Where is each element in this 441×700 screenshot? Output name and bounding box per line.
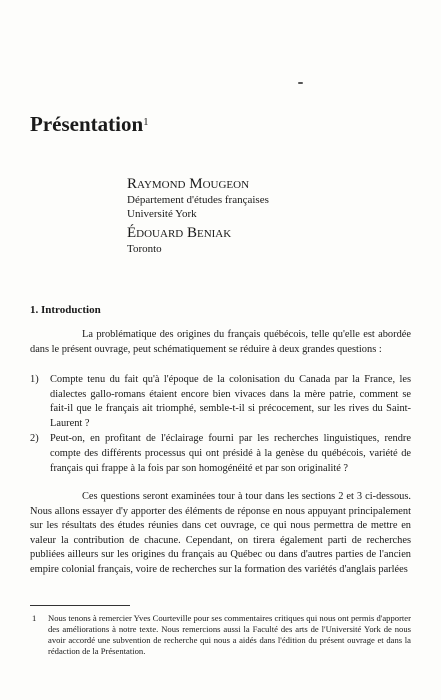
title-footnote-ref: 1 — [143, 116, 149, 128]
list-marker: 2) — [30, 433, 39, 445]
author-affiliation: Département d'études françaises — [127, 194, 269, 206]
author-first-name: Édouard — [127, 225, 184, 241]
footnote-text: Nous tenons à remercier Yves Courteville pour ses commentaires critiques qui nous ont permis d'apporter des améliorations à notre texte. Nous remercions aussi la Faculté des arts de l'Université York de nous avoir accordé une subvention de recherche qui nous a aidés dans l'édition du présent ouvrage et dans la rédaction de la Présentation. — [48, 613, 411, 656]
author-affiliation: Université York — [127, 208, 197, 220]
author-first-name: Raymond — [127, 176, 186, 192]
footnote-rule — [30, 605, 130, 606]
footnote-marker: 1 — [32, 613, 37, 623]
list-marker: 1) — [30, 374, 39, 385]
page-title-text: Présentation — [30, 112, 144, 136]
list-item-text: Peut-on, en profitant de l'éclairage fourni par les recherches linguistiques, rendre compte des différents processus qui ont présidé à la genèse du québécois, variété de français qui frappe à la fois par son homogénéité et par son originalité ? — [50, 433, 411, 474]
author-affiliation: Toronto — [127, 243, 162, 255]
author-block-2 — [127, 224, 231, 256]
author-last-name: Mougeon — [189, 176, 250, 192]
section-heading — [30, 303, 101, 317]
questions-list — [30, 373, 411, 476]
footnote — [30, 613, 411, 657]
section-title: Introduction — [41, 304, 101, 316]
list-item — [30, 373, 411, 431]
author-last-name: Beniak — [186, 225, 232, 241]
author-block-1 — [127, 175, 269, 221]
body-paragraph: Ces questions seront examinées tour à tour dans les sections 2 et 3 ci-dessous. Nous allons essayer d'y apporter des éléments de réponse en nous appuyant principalement sur les résultats des études réunies dans cet ouvrage, ce qui nous permettra de mettre en valeur la contribution de chacune. Cependant, on tirera également parti de recherches publiées ailleurs sur les origines du français au Québec ou dans d'autres parties de l'ancien empire colonial français, voire de recherches sur la formation des variétés d'anglais parlées — [30, 491, 411, 575]
author-name — [127, 224, 231, 242]
body-paragraph: La problématique des origines du français québécois, telle qu'elle est abordée dans le présent ouvrage, peut schématiquement se réduire à deux grandes questions : — [30, 329, 411, 355]
list-item — [30, 432, 411, 476]
author-name — [127, 175, 269, 193]
page-title — [30, 111, 149, 137]
list-item-text: Compte tenu du fait qu'à l'époque de la colonisation du Canada par la France, les dialectes gallo-romans étaient encore bien vivaces dans la mère patrie, comment se fait-il que le français ait triomphé, semble-t-il si précocement, sur les rives du Saint-Laurent ? — [50, 374, 411, 429]
section-number: 1. — [30, 304, 39, 316]
scan-speck — [298, 82, 303, 84]
